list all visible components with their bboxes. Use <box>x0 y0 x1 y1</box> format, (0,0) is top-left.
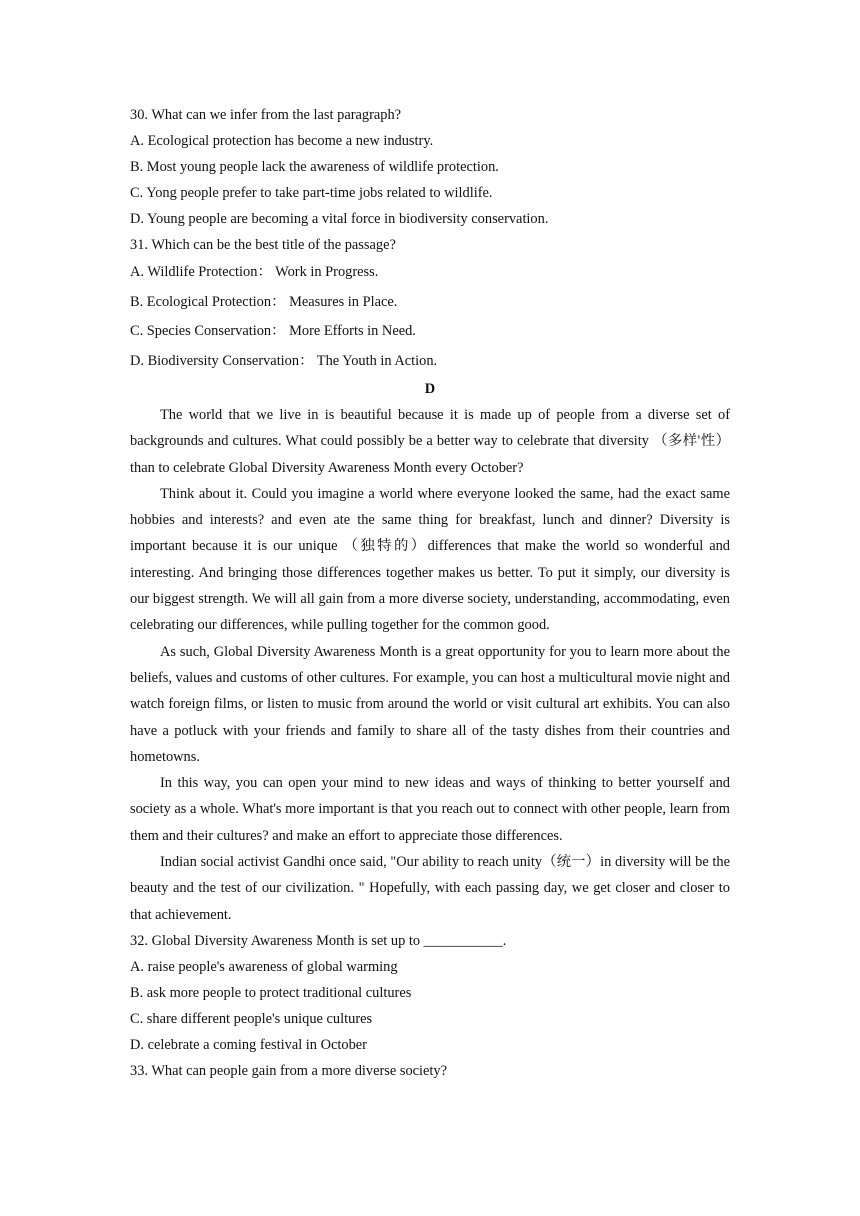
passage-paragraph-4: In this way, you can open your mind to new ideas and ways of thinking to better yourself and society as a whole. What's more important is that you reach out to connect with other people, learn from them and their cultures? and make an effort to appreciate those differences. <box>130 775 730 844</box>
question-31-option-b: B. Ecological Protection： Measures in Place. <box>130 293 398 310</box>
document-content <box>130 102 730 1084</box>
question-32-option-d: D. celebrate a coming festival in October <box>130 1036 367 1053</box>
question-31-stem: 31. Which can be the best title of the passage? <box>130 237 396 253</box>
question-31-option-a: A. Wildlife Protection： Work in Progress. <box>130 264 379 280</box>
question-30-option-d: D. Young people are becoming a vital force in biodiversity conservation. <box>130 211 549 227</box>
question-32-option-a: A. raise people's awareness of global warming <box>130 958 398 975</box>
question-30-stem: 30. What can we infer from the last paragraph? <box>130 107 402 123</box>
passage-paragraph-1: The world that we live in is beautiful because it is made up of people from a diverse set of backgrounds and cultures. What could possibly be a better way to celebrate that diversity （多样'性）than to celebrate Global Diversity Awareness Month every October? <box>130 407 730 476</box>
section-heading: D <box>424 381 436 397</box>
passage-paragraph-3: As such, Global Diversity Awareness Month is a great opportunity for you to learn more about the beliefs, values and customs of other cultures. For example, you can host a multicultural movie night and watch foreign films, or listen to music from around the world or visit cultural art exhibits. You can also have a potluck with your friends and family to share all of the tasty dishes from their countries and hometowns. <box>130 643 730 765</box>
question-32-stem: 32. Global Diversity Awareness Month is set up to ___________. <box>130 932 507 949</box>
question-31-option-c: C. Species Conservation： More Efforts in Need. <box>130 323 416 339</box>
question-30-option-c: C. Yong people prefer to take part-time jobs related to wildlife. <box>130 185 493 201</box>
question-32-option-c: C. share different people's unique cultures <box>130 1010 373 1027</box>
question-32-option-b: B. ask more people to protect traditional cultures <box>130 984 412 1001</box>
question-30-option-a: A. Ecological protection has become a new industry. <box>130 133 434 149</box>
question-33-stem: 33. What can people gain from a more diverse society? <box>130 1062 448 1079</box>
question-31-option-d: D. Biodiversity Conservation： The Youth in Action. <box>130 352 438 369</box>
question-30-option-b: B. Most young people lack the awareness of wildlife protection. <box>130 159 499 175</box>
passage-paragraph-2: Think about it. Could you imagine a world where everyone looked the same, had the exact same hobbies and interests? and even ate the same thing for breakfast, lunch and dinner? Diversity is important because it is our unique （独特的）differences that make the world so wonderful and interesting. And bringing those differences together makes us better. To put it simply, our diversity is our biggest strength. We will all gain from a more diverse society, understanding, accommodating, even celebrating our differences, while pulling together for the common good. <box>130 485 730 634</box>
passage-paragraph-5: Indian social activist Gandhi once said, "Our ability to reach unity（统一）in diversity will be the beauty and the test of our civilization. " Hopefully, with each passing day, we get closer and closer to that achievement. <box>130 854 730 923</box>
